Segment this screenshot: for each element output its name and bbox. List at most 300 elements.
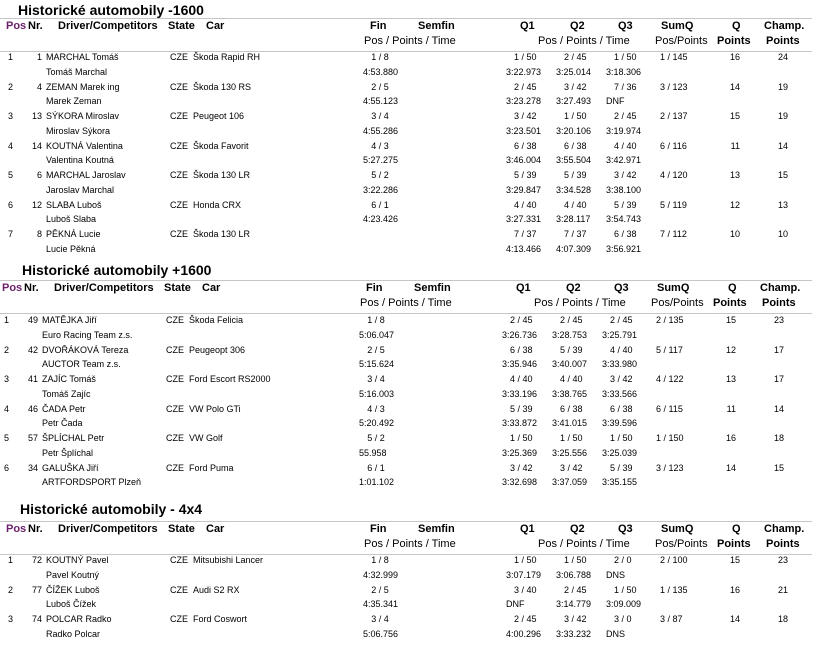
header-champ-points: Points: [762, 297, 796, 309]
row-q2: 1 / 50: [564, 111, 587, 121]
row-q1-time: 3:33.196: [502, 388, 538, 399]
row-q1: 7 / 37: [514, 229, 537, 239]
row-q2-time: 3:38.765: [552, 388, 588, 399]
row-fin-time: 4:23.426: [363, 214, 399, 225]
row-driver-sub: Radko Polcar: [46, 628, 101, 639]
header-q3: Q3: [618, 523, 633, 535]
row-q3: 3 / 42: [610, 374, 633, 384]
row-q2-time: 3:40.007: [552, 359, 588, 370]
row-q1: 2 / 45: [510, 315, 533, 325]
row-driver: ČÍŽEK Luboš: [46, 584, 100, 595]
row-car: VW Golf: [189, 433, 223, 443]
row-q3-time: 3:35.155: [602, 477, 638, 488]
row-nr: 74: [31, 614, 42, 624]
row-sumq: 1 / 135: [660, 584, 688, 595]
row-driver-sub: Euro Racing Team z.s.: [42, 329, 133, 340]
row-q1: 3 / 42: [510, 462, 533, 473]
row-q3: 2 / 0: [614, 555, 632, 565]
row-car: Škoda 130 LR: [193, 170, 251, 180]
row-q-points: 11: [726, 403, 736, 414]
row-q2-time: 3:25.556: [552, 447, 588, 458]
row-fin-time: 5:06.047: [359, 329, 395, 340]
row-driver: SÝKORA Miroslav: [46, 111, 120, 121]
row-q-points: 15: [729, 111, 740, 121]
row-sumq: 5 / 119: [660, 199, 687, 210]
header-pos: Pos: [6, 20, 27, 32]
row-q1: 2 / 45: [514, 81, 537, 92]
row-state: CZE: [170, 81, 188, 92]
row-state: CZE: [170, 170, 188, 180]
header-q3: Q3: [618, 20, 633, 32]
row-q-points: 10: [729, 229, 740, 239]
row-champ-points: 19: [777, 111, 788, 121]
row-q3-time: 3:38.100: [606, 184, 642, 195]
row-driver: GALUŠKA Jiří: [42, 462, 99, 473]
row-champ-points: 24: [777, 52, 788, 62]
row-driver-sub: Tomáš Zajíc: [42, 388, 91, 399]
header-q-points: Points: [717, 35, 751, 47]
row-champ-points: 17: [773, 344, 784, 355]
row-state: CZE: [166, 462, 184, 473]
row-driver-sub: Pavel Koutný: [46, 569, 100, 580]
row-q2-time: 3:33.232: [556, 628, 592, 639]
row-sumq: 3 / 87: [660, 614, 683, 624]
section-title: Historické automobily -1600: [18, 2, 204, 18]
row-sumq: 1 / 145: [660, 52, 688, 62]
table-header: [0, 280, 812, 314]
row-fin: 2 / 5: [371, 584, 389, 595]
row-driver: KOUTNÝ Pavel: [46, 555, 109, 565]
row-q3: 6 / 38: [610, 403, 633, 414]
row-state: CZE: [166, 403, 184, 414]
row-q1-time: 3:27.331: [506, 214, 542, 225]
table-header: [0, 18, 812, 52]
row-q1-time: 3:26.736: [502, 329, 538, 340]
row-q1-time: 3:23.278: [506, 96, 542, 107]
row-q1: 2 / 45: [514, 614, 537, 624]
row-q2-time: 3:06.788: [556, 569, 592, 580]
row-q-points: 13: [729, 170, 740, 180]
row-q3: 1 / 50: [614, 584, 637, 595]
row-fin: 3 / 4: [371, 614, 389, 624]
row-fin-time: 5:27.275: [363, 155, 399, 166]
row-q3: 6 / 38: [614, 229, 637, 239]
header-q3: Q3: [614, 282, 629, 294]
row-sumq: 3 / 123: [660, 81, 688, 92]
row-q3-time: 3:09.009: [606, 599, 642, 610]
row-q1: 1 / 50: [514, 555, 537, 565]
row-q1-time: 3:46.004: [506, 155, 542, 166]
row-q3: 3 / 0: [614, 614, 632, 624]
row-q2-time: 3:28.117: [556, 214, 591, 225]
row-car: Audi S2 RX: [193, 584, 240, 595]
row-q1-time: 3:32.698: [502, 477, 538, 488]
header-car: Car: [206, 20, 225, 32]
row-fin: 5 / 2: [371, 170, 389, 180]
row-driver-sub: Jaroslav Marchal: [46, 184, 115, 195]
row-champ-points: 23: [777, 555, 788, 565]
row-sumq: 6 / 115: [656, 403, 683, 414]
row-driver-sub: ARTFORDSPORT Plzeň: [42, 477, 142, 488]
header-pos: Pos: [2, 282, 23, 294]
row-pos: 2: [8, 81, 14, 92]
row-car: Škoda Rapid RH: [193, 52, 261, 62]
row-fin-time: 4:53.880: [363, 66, 399, 77]
row-sumq: 5 / 117: [656, 344, 683, 355]
row-q1: 6 / 38: [510, 344, 533, 355]
header-q: Q: [732, 20, 741, 32]
row-pos: 6: [4, 462, 10, 473]
row-nr: 41: [27, 374, 38, 384]
row-driver: SLABA Luboš: [46, 199, 102, 210]
row-car: Honda CRX: [193, 199, 242, 210]
row-car: VW Polo GTi: [189, 403, 241, 414]
header-q1: Q1: [516, 282, 531, 294]
header-champ: Champ.: [760, 282, 801, 294]
row-driver-sub: Valentina Koutná: [46, 155, 114, 166]
header-nr: Nr.: [28, 20, 43, 32]
row-state: CZE: [170, 199, 188, 210]
row-q2: 7 / 37: [564, 229, 587, 239]
row-q3: 1 / 50: [610, 433, 633, 443]
row-pos: 3: [8, 111, 14, 121]
header-sumq: SumQ: [657, 282, 690, 294]
row-q3-time: DNS: [606, 569, 626, 580]
row-sumq: 2 / 100: [660, 555, 688, 565]
row-nr: 57: [27, 433, 38, 443]
header-driver: Driver/Competitors: [54, 282, 154, 294]
header-state: State: [168, 523, 195, 535]
header-q: Q: [728, 282, 737, 294]
row-car: Ford Escort RS2000: [189, 374, 271, 384]
row-driver: POLCAR Radko: [46, 614, 112, 624]
row-q1: 5 / 39: [510, 403, 533, 414]
row-fin: 4 / 3: [367, 403, 385, 414]
row-q2: 5 / 39: [560, 344, 583, 355]
row-champ-points: 23: [773, 315, 784, 325]
row-driver: KOUTNÁ Valentina: [46, 140, 123, 151]
row-q3: 5 / 39: [610, 462, 633, 473]
row-q2: 3 / 42: [564, 614, 587, 624]
row-q3-time: 3:25.039: [602, 447, 638, 458]
row-q1: 4 / 40: [514, 199, 537, 210]
header-car: Car: [206, 523, 225, 535]
row-q3-time: 3:56.921: [606, 243, 642, 254]
row-q2: 2 / 45: [564, 52, 587, 62]
row-q1: 1 / 50: [514, 52, 537, 62]
row-fin: 1 / 8: [367, 315, 385, 325]
row-q2: 6 / 38: [564, 140, 587, 151]
row-fin: 1 / 8: [371, 52, 389, 62]
row-q1: 6 / 38: [514, 140, 537, 151]
row-q2: 1 / 50: [560, 433, 583, 443]
row-nr: 46: [27, 403, 38, 414]
row-q2-time: 3:55.504: [556, 155, 592, 166]
row-champ-points: 18: [773, 433, 784, 443]
row-q1-time: 3:23.501: [506, 125, 542, 136]
row-q-points: 14: [729, 81, 740, 92]
row-driver-sub: AUCTOR Team z.s.: [42, 359, 121, 370]
section-title: Historické automobily +1600: [22, 262, 212, 278]
row-fin: 2 / 5: [367, 344, 385, 355]
row-state: CZE: [166, 433, 184, 443]
header-champ: Champ.: [764, 20, 805, 32]
row-q-points: 14: [729, 614, 740, 624]
row-q-points: 11: [730, 140, 740, 151]
row-sumq: 1 / 150: [656, 433, 684, 443]
row-nr: 14: [31, 140, 42, 151]
row-q1-time: 3:07.179: [506, 569, 542, 580]
header-pos: Pos: [6, 523, 27, 535]
row-nr: 12: [31, 199, 42, 210]
row-q2: 2 / 45: [560, 315, 583, 325]
row-q2-time: 4:07.309: [556, 243, 592, 254]
header-fin: Fin: [366, 282, 383, 294]
header-sumq: SumQ: [661, 20, 694, 32]
row-q1: 1 / 50: [510, 433, 533, 443]
header-nr: Nr.: [24, 282, 39, 294]
row-fin: 3 / 4: [367, 374, 385, 384]
row-q2: 4 / 40: [560, 374, 583, 384]
row-q2-time: 3:28.753: [552, 329, 588, 340]
row-q1: 3 / 42: [514, 111, 537, 121]
row-q1-time: 3:29.847: [506, 184, 542, 195]
row-sumq: 3 / 123: [656, 462, 684, 473]
row-car: Škoda Favorit: [193, 140, 249, 151]
row-q2: 6 / 38: [560, 403, 583, 414]
row-pos: 7: [8, 229, 14, 239]
row-sumq: 4 / 122: [656, 374, 684, 384]
row-fin: 5 / 2: [367, 433, 385, 443]
row-nr: 42: [27, 344, 38, 355]
row-q1-time: 3:35.946: [502, 359, 538, 370]
row-driver: MARCHAL Tomáš: [46, 52, 119, 62]
row-driver: ZAJÍC Tomáš: [42, 374, 96, 384]
row-q3-time: 3:33.566: [602, 388, 638, 399]
row-car: Škoda 130 LR: [193, 229, 251, 239]
header-sumq-sub: Pos/Points: [651, 297, 704, 309]
row-state: CZE: [170, 555, 188, 565]
row-champ-points: 10: [777, 229, 788, 239]
row-fin-time: 5:06.756: [363, 628, 399, 639]
row-driver-sub: Lucie Pěkná: [46, 243, 96, 254]
header-fin: Fin: [370, 523, 387, 535]
row-driver: ŠPLÍCHAL Petr: [42, 433, 105, 443]
row-car: Peugeot 106: [193, 111, 245, 121]
row-q3-time: 3:39.596: [602, 418, 638, 429]
row-driver-sub: Marek Zeman: [46, 96, 102, 107]
row-car: Škoda 130 RS: [193, 81, 252, 92]
row-fin-time: 4:55.123: [363, 96, 399, 107]
row-nr: 72: [31, 555, 42, 565]
header-champ-points: Points: [766, 538, 800, 550]
row-pos: 5: [8, 170, 14, 180]
row-q3-time: 3:19.974: [606, 125, 642, 136]
row-fin-time: 55.958: [359, 447, 387, 458]
row-driver-sub: Luboš Čížek: [46, 599, 97, 610]
row-fin-time: 5:15.624: [359, 359, 395, 370]
row-q1-time: 3:25.369: [502, 447, 538, 458]
row-q-points: 16: [729, 584, 740, 595]
header-q-sub: Pos / Points / Time: [538, 35, 630, 47]
row-state: CZE: [166, 344, 184, 355]
header-fin-sub: Pos / Points / Time: [364, 35, 456, 47]
row-champ-points: 13: [777, 199, 788, 210]
row-champ-points: 14: [777, 140, 788, 151]
row-q1-time: DNF: [506, 599, 525, 610]
row-sumq: 4 / 120: [660, 170, 688, 180]
row-q2: 5 / 39: [564, 170, 587, 180]
row-fin: 6 / 1: [367, 462, 385, 473]
header-q-points: Points: [713, 297, 747, 309]
row-fin: 1 / 8: [371, 555, 389, 565]
row-driver-sub: Petr Šplíchal: [42, 447, 94, 458]
row-nr: 8: [36, 229, 42, 239]
row-q3: 7 / 36: [614, 81, 637, 92]
row-fin-time: 4:55.286: [363, 125, 399, 136]
row-pos: 1: [8, 52, 14, 62]
row-q1: 4 / 40: [510, 374, 533, 384]
row-q-points: 16: [729, 52, 740, 62]
row-sumq: 2 / 135: [656, 315, 684, 325]
header-state: State: [164, 282, 191, 294]
row-q2-time: 3:34.528: [556, 184, 592, 195]
row-pos: 2: [4, 344, 10, 355]
row-q2: 3 / 42: [564, 81, 587, 92]
row-driver-sub: Petr Čada: [42, 418, 83, 429]
row-car: Ford Coswort: [193, 614, 248, 624]
row-nr: 77: [31, 584, 42, 595]
row-fin-time: 4:32.999: [363, 569, 399, 580]
row-q-points: 14: [725, 462, 736, 473]
row-state: CZE: [166, 315, 184, 325]
header-q2: Q2: [570, 523, 585, 535]
header-sumq-sub: Pos/Points: [655, 35, 708, 47]
header-q-sub: Pos / Points / Time: [534, 297, 626, 309]
row-driver-sub: Tomáš Marchal: [46, 66, 108, 77]
header-champ: Champ.: [764, 523, 805, 535]
row-state: CZE: [170, 140, 188, 151]
header-driver: Driver/Competitors: [58, 20, 158, 32]
row-nr: 49: [27, 315, 38, 325]
row-q1: 5 / 39: [514, 170, 537, 180]
row-q3-time: DNF: [606, 96, 625, 107]
row-driver-sub: Luboš Slaba: [46, 214, 97, 225]
row-q-points: 12: [729, 199, 740, 210]
row-q-points: 15: [725, 315, 736, 325]
row-q-points: 12: [725, 344, 736, 355]
section-title: Historické automobily - 4x4: [20, 501, 203, 517]
row-q3-time: 3:18.306: [606, 66, 642, 77]
row-pos: 5: [4, 433, 10, 443]
row-car: Peugeopt 306: [189, 344, 246, 355]
header-fin-sub: Pos / Points / Time: [364, 538, 456, 550]
row-fin: 6 / 1: [371, 199, 389, 210]
row-fin-time: 1:01.102: [359, 477, 395, 488]
row-q2: 1 / 50: [564, 555, 587, 565]
row-nr: 34: [27, 462, 38, 473]
row-pos: 3: [4, 374, 10, 384]
row-nr: 6: [36, 170, 42, 180]
row-sumq: 6 / 116: [660, 140, 687, 151]
row-q3: 2 / 45: [610, 315, 633, 325]
row-pos: 4: [8, 140, 14, 151]
row-q2-time: 3:37.059: [552, 477, 588, 488]
row-state: CZE: [170, 614, 188, 624]
row-q3-time: 3:25.791: [602, 329, 638, 340]
header-fin: Fin: [370, 20, 387, 32]
row-q3-time: 3:42.971: [606, 155, 642, 166]
row-fin-time: 5:20.492: [359, 418, 395, 429]
row-fin-time: 5:16.003: [359, 388, 395, 399]
row-q3-time: 3:54.743: [606, 214, 642, 225]
row-driver: ZEMAN Marek ing: [46, 81, 120, 92]
row-driver-sub: Miroslav Sýkora: [46, 125, 111, 136]
row-q1-time: 3:22.973: [506, 66, 542, 77]
row-q2: 2 / 45: [564, 584, 587, 595]
header-driver: Driver/Competitors: [58, 523, 158, 535]
row-fin: 3 / 4: [371, 111, 389, 121]
row-fin: 2 / 5: [371, 81, 389, 92]
row-champ-points: 15: [773, 462, 784, 473]
row-nr: 1: [36, 52, 42, 62]
row-pos: 6: [8, 199, 14, 210]
row-q2-time: 3:41.015: [552, 418, 588, 429]
row-q1-time: 3:33.872: [502, 418, 538, 429]
header-q1: Q1: [520, 20, 535, 32]
row-champ-points: 19: [777, 81, 788, 92]
row-fin: 4 / 3: [371, 140, 389, 151]
row-q3-time: DNS: [606, 628, 626, 639]
row-pos: 1: [8, 555, 14, 565]
header-q1: Q1: [520, 523, 535, 535]
row-champ-points: 17: [773, 374, 784, 384]
row-driver: DVOŘÁKOVÁ Tereza: [42, 344, 129, 355]
row-nr: 13: [31, 111, 42, 121]
row-pos: 3: [8, 614, 14, 624]
row-q2-time: 3:20.106: [556, 125, 592, 136]
row-q3: 5 / 39: [614, 199, 637, 210]
row-champ-points: 21: [777, 584, 788, 595]
header-q-points: Points: [717, 538, 751, 550]
row-pos: 1: [4, 315, 10, 325]
row-pos: 2: [8, 584, 14, 595]
header-state: State: [168, 20, 195, 32]
header-q2: Q2: [566, 282, 581, 294]
header-sumq: SumQ: [661, 523, 694, 535]
header-semfin: Semfin: [418, 20, 455, 32]
table-header: [0, 521, 812, 555]
row-q-points: 15: [729, 555, 740, 565]
row-driver: MATĚJKA Jiří: [42, 315, 97, 325]
row-q-points: 16: [725, 433, 736, 443]
header-q2: Q2: [570, 20, 585, 32]
row-q2: 3 / 42: [560, 462, 583, 473]
row-q3: 4 / 40: [614, 140, 637, 151]
row-q3: 1 / 50: [614, 52, 637, 62]
row-nr: 4: [36, 81, 42, 92]
row-driver: ČADA Petr: [42, 403, 86, 414]
row-pos: 4: [4, 403, 10, 414]
row-q2-time: 3:14.779: [556, 599, 592, 610]
header-semfin: Semfin: [414, 282, 451, 294]
row-state: CZE: [170, 111, 188, 121]
row-state: CZE: [166, 374, 184, 384]
header-sumq-sub: Pos/Points: [655, 538, 708, 550]
row-champ-points: 15: [777, 170, 788, 180]
header-car: Car: [202, 282, 221, 294]
row-fin-time: 3:22.286: [363, 184, 399, 195]
